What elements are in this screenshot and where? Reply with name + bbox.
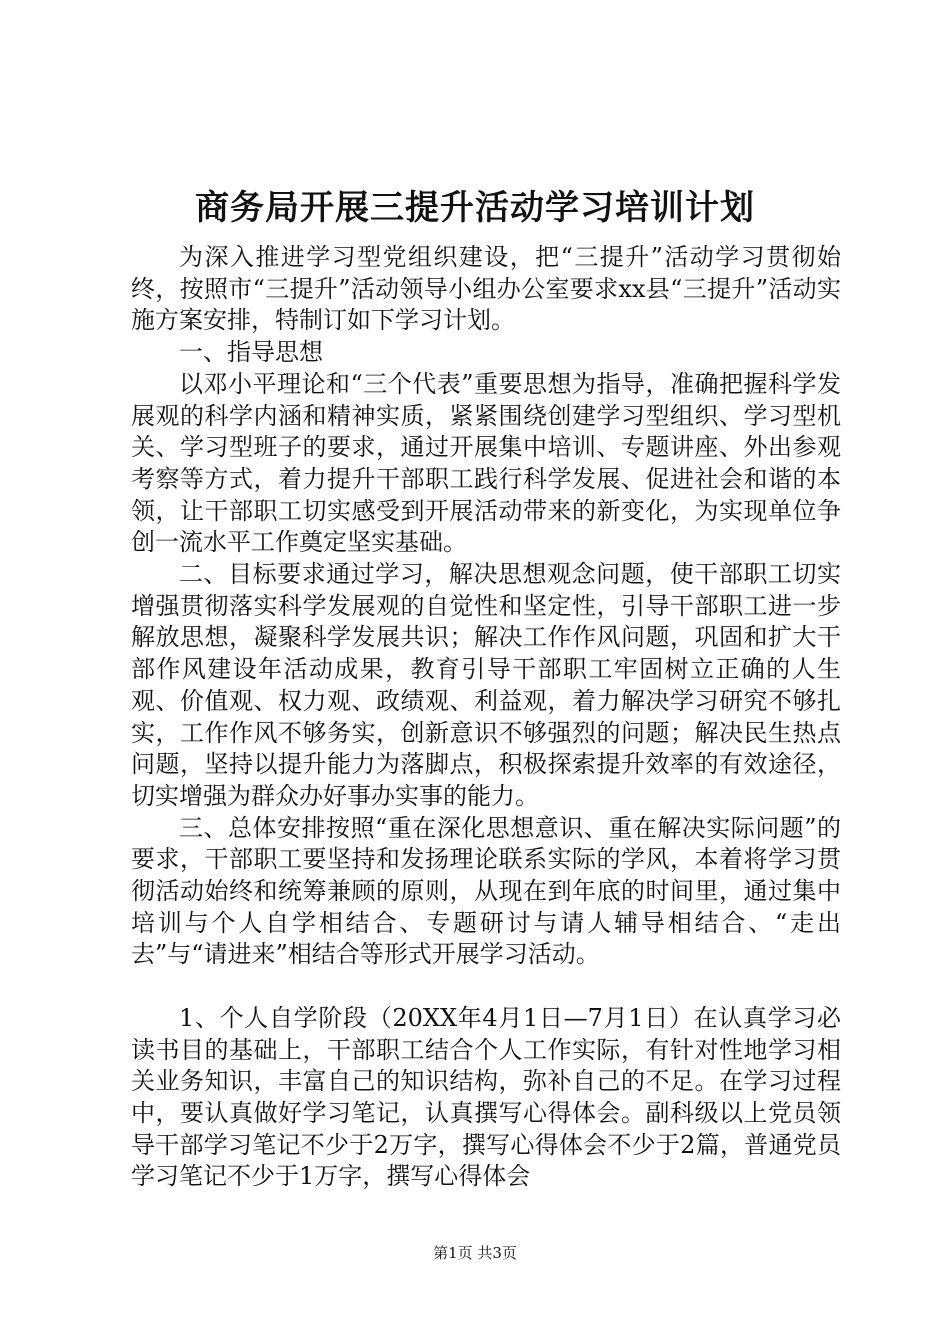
goals-paragraph: 二、目标要求通过学习，解决思想观念问题，使干部职工切实增强贯彻落实科学发展观的自觉性和坚定性，引导干部职工进一步解放思想，凝聚科学发展共识；解决工作作风问题，巩固和扩大干部作风建设年活动成果，教育引导干部职工牢固树立正确的人生观、价值观、权力观、政绩观、利益观，着力解决学习研究不够扎实，工作作风不够务实，创新意识不够强烈的问题；解决民生热点问题，坚持以提升能力为落脚点，积极探索提升效率的有效途径，切实增强为群众办好事办实事的能力。 [131, 560, 841, 810]
guiding-thought-paragraph: 以邓小平理论和“三个代表”重要思想为指导，准确把握科学发展观的科学内涵和精神实质，紧紧围绕创建学习型组织、学习型机关、学习型班子的要求，通过开展集中培训、专题讲座、外出参观考察等方式，着力提升干部职工践行科学发展、促进社会和谐的本领，让干部职工切实感受到开展活动带来的新变化，为实现单位争创一流水平工作奠定坚实基础。 [131, 369, 841, 557]
overall-arrangement-paragraph: 三、总体安排按照“重在深化思想意识、重在解决实际问题”的要求，干部职工要坚持和发扬理论联系实际的学风，本着将学习贯彻活动始终和统筹兼顾的原则，从现在到年底的时间里，通过集中培训与个人自学相结合、专题研讨与请人辅导相结合、“走出去”与“请进来”相结合等形式开展学习活动。 [131, 813, 841, 969]
intro-paragraph: 为深入推进学习型党组织建设，把“三提升”活动学习贯彻始终，按照市“三提升”活动领导小组办公室要求xx县“三提升”活动实施方案安排，特制订如下学习计划。 [131, 243, 841, 335]
section-heading-guiding-thought: 一、指导思想 [179, 338, 323, 367]
self-study-stage-paragraph: 1、个人自学阶段（20XX年4月1日—7月1日）在认真学习必读书目的基础上，干部职工结合个人工作实际，有针对性地学习相关业务知识，丰富自己的知识结构，弥补自己的不足。在学习过程中，要认真做好学习笔记，认真撰写心得体会。副科级以上党员领导干部学习笔记不少于2万字，撰写心得体会不少于2篇，普通党员学习笔记不少于1万字，撰写心得体会 [131, 1003, 841, 1191]
document-title: 商务局开展三提升活动学习培训计划 [195, 188, 755, 228]
page-number: 第1页 共3页 [433, 1244, 517, 1262]
document-body [131, 242, 841, 1193]
